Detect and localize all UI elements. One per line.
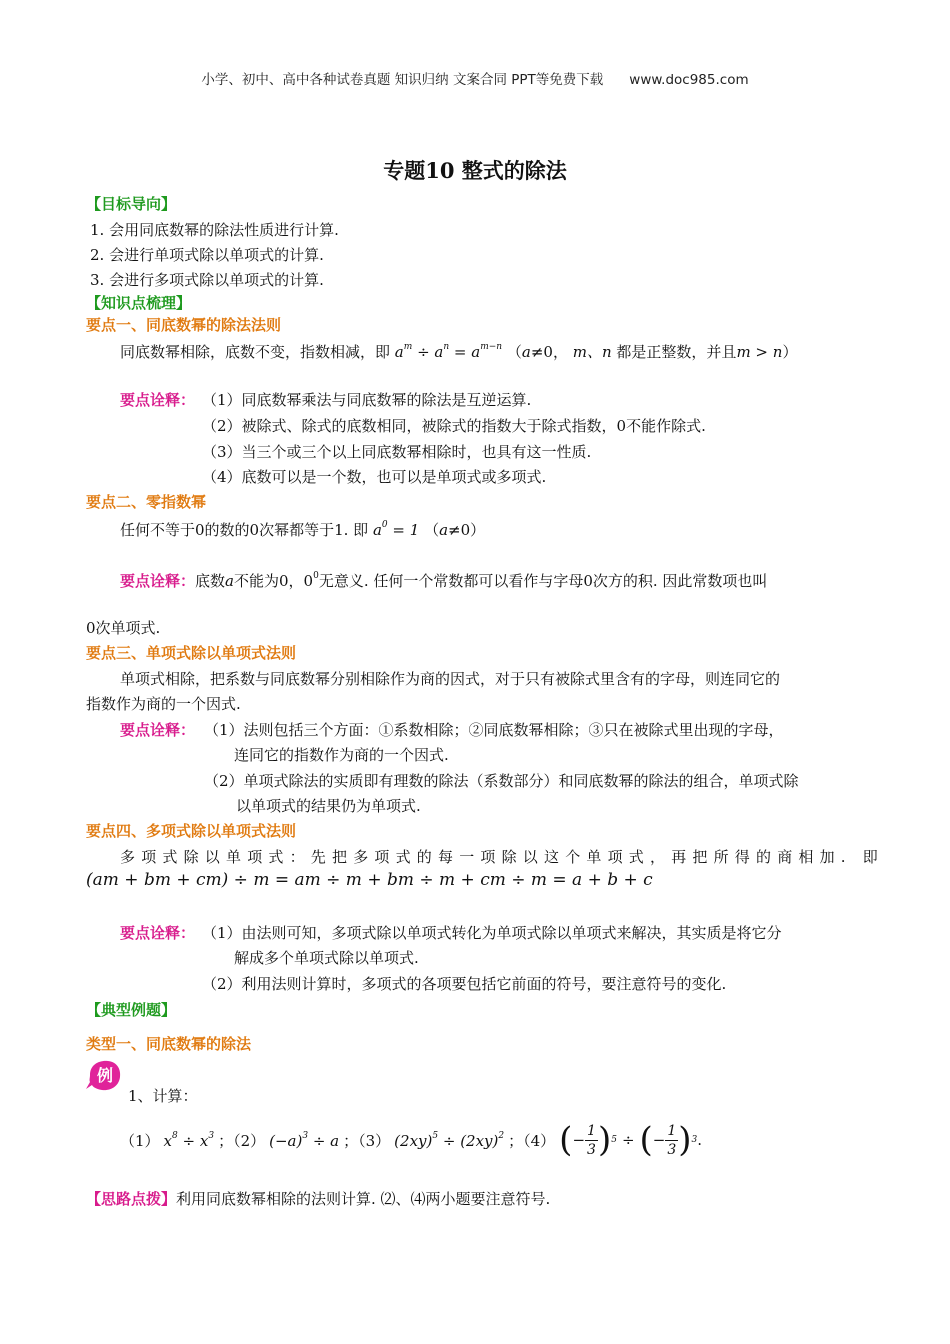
point2-note-label: 要点诠释： [120,572,196,590]
header-text: 小学、初中、高中各种试卷真题 知识归纳 文案合同 PPT等免费下载 [201,72,604,88]
point1-heading: 要点一、同底数幂的除法法则 [86,316,282,334]
point1-cond-a: ≠0， [530,343,568,361]
type1-heading: 类型一、同底数幂的除法 [86,1035,252,1053]
goal-item: 1. 会用同底数幂的除法性质进行计算. [90,221,339,239]
point4-note: （2）利用法则计算时，多项式的各项要包括它前面的符号，要注意符号的变化. [202,975,727,993]
page-header [0,68,950,88]
point3-note: 以单项式的结果仍为单项式. [236,797,421,815]
point3-line1: 单项式相除，把系数与同底数幂分别相除作为商的因式，对于只有被除式里含有的字母，则连同它的 [120,670,781,688]
point3-note-label: 要点诠释： [120,721,196,739]
point2-text: 任何不等于0的数的0次幂都等于1. 即 [120,521,369,539]
point3-note: （2）单项式除法的实质即有理数的除法（系数部分）和同底数幂的除法的组合，单项式除 [204,772,799,790]
example1-label-3: ；（3） [343,1131,391,1150]
point3-heading: 要点三、单项式除以单项式法则 [86,644,297,662]
header-site: www.doc985.com [629,72,749,88]
example1-end: . [697,1131,703,1149]
example1-label-4: ；（4） [508,1131,556,1150]
point3-note: （1）法则包括三个方面：①系数相除；②同底数幂相除；③只在被除式里出现的字母， [204,721,784,739]
point4-formula: (am + bm + cm) ÷ m = am ÷ m + bm ÷ m + cm ÷ m = a + b + c [86,870,653,890]
examples-heading: 【典型例题】 [86,1001,177,1019]
page-title: 专题10 整式的除法 [383,158,567,183]
example1-label-1: （1） [120,1131,160,1150]
point1-var-mn: m、n [572,343,612,361]
example1-label-2: ；（2） [218,1131,266,1150]
example1-expr-3: $(2xy)^5 \div (2xy)^2$ [394,1130,505,1150]
point2-note-a: 底数 [195,572,226,590]
point1-note: （4）底数可以是一个数，也可以是单项式或多项式. [202,468,547,486]
hint-label: 【思路点拨】 [86,1190,177,1208]
point2-rule [120,519,485,540]
point4-note: 解成多个单项式除以单项式. [234,949,419,967]
point1-rule [120,341,797,362]
hint-text: 利用同底数幂相除的法则计算. ⑵、⑷两小题要注意符号. [176,1190,551,1208]
point4-line1: 多项式除以单项式：先把多项式的每一项除以这个单项式，再把所得的商相加. 即 [120,848,884,866]
point1-var-mgtn: m > n [736,343,783,361]
point2-zero-power: $0^0$ [303,571,319,590]
example1-stem: 1、计算： [128,1087,198,1105]
point1-cond-open: （ [506,343,522,361]
point2-formula: $a^0 = 1$ [372,520,420,539]
knowledge-heading: 【知识点梳理】 [86,294,192,312]
point1-text: 同底数幂相除，底数不变，指数相减，即 [120,343,391,361]
point4-note: （1）由法则可知，多项式除以单项式转化为单项式除以单项式来解决，其实质是将它分 [202,924,782,942]
example1-items [120,1112,702,1168]
point2-note-b: 不能为0， [233,572,304,590]
example1-expr-4: ( − $\frac{1}{3}$ ) 5 ÷ ( − $\frac{1}{3}$ ) 3 [559,1120,698,1160]
point2-var-a: a [439,521,449,539]
point1-formula: $a^m \div a^n = a^{m-n}$ [394,342,503,361]
example-badge-text: 例 [96,1066,114,1085]
point3-note: 连同它的指数作为商的一个因式. [234,746,449,764]
point4-note-label: 要点诠释： [120,924,196,942]
point1-note: （1）同底数幂乘法与同底数幂的除法是互逆运算. [202,391,532,409]
point1-note: （3）当三个或三个以上同底数幂相除时，也具有这一性质. [202,443,592,461]
goal-item: 3. 会进行多项式除以单项式的计算. [90,271,324,289]
point2-note-c: 无意义. 任何一个常数都可以看作与字母0次方的积. 因此常数项也叫 [318,572,768,590]
point2-note-d: 0次单项式. [86,619,161,637]
hint-line [86,1188,550,1209]
point2-var-a-note: a [225,572,234,590]
point3-line2: 指数作为商的一个因式. [86,695,241,713]
goals-heading: 【目标导向】 [86,195,177,213]
example1-expr-2: $(-a)^3 \div a$ [269,1130,340,1150]
point1-note-label: 要点诠释： [120,391,196,409]
point1-note: （2）被除式、除式的底数相同，被除式的指数大于除式指数，0不能作除式. [202,417,706,435]
point1-cond-close: ） [782,343,798,361]
point2-cond-open: （ [424,521,440,539]
example-badge-icon [84,1058,122,1092]
example1-expr-1: $x^8 \div x^3$ [163,1130,215,1150]
point2-heading: 要点二、零指数幂 [86,493,207,511]
point4-heading: 要点四、多项式除以单项式法则 [86,822,297,840]
point2-cond-tail: ≠0） [448,521,486,539]
point1-cond-mn: 都是正整数，并且 [616,343,737,361]
point1-var-a: a [521,343,531,361]
goal-item: 2. 会进行单项式除以单项式的计算. [90,246,324,264]
point2-note-line [120,570,767,591]
